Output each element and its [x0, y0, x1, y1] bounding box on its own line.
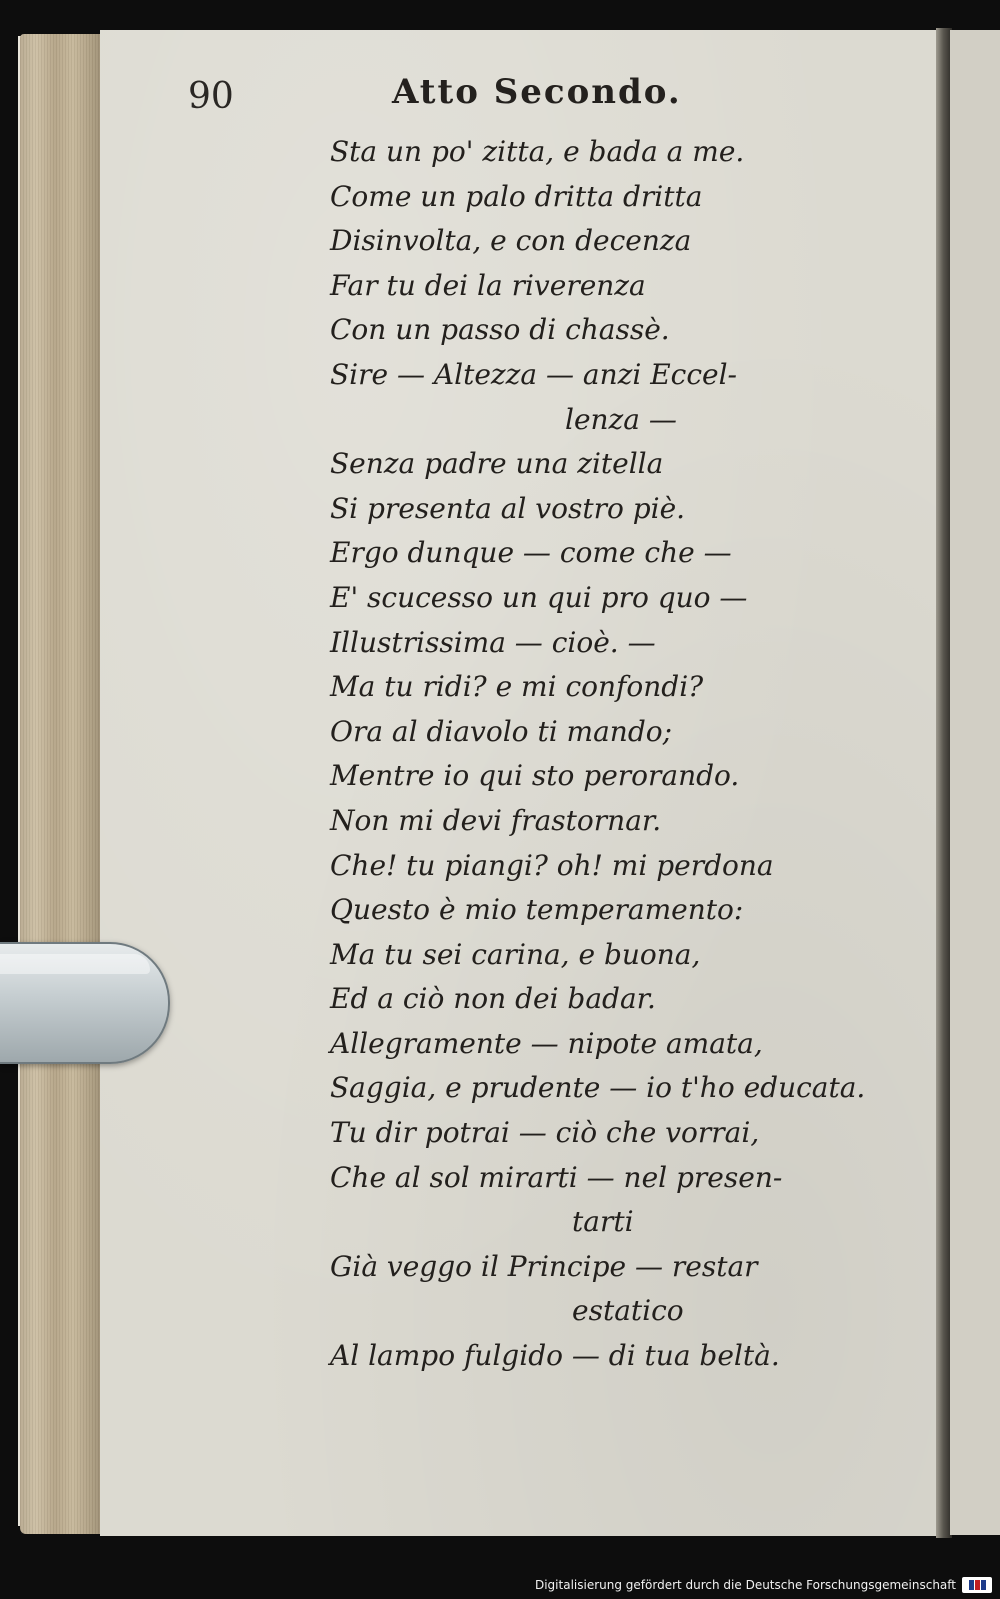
verse-line: Al lampo fulgido — di tua beltà.	[330, 1339, 780, 1373]
funding-credit: Digitalisierung gefördert durch die Deutsche Forschungsgemeinschaft	[534, 1578, 956, 1592]
verse-line: Che al sol mirarti — nel presen-	[330, 1160, 783, 1194]
dfg-logo-icon	[962, 1577, 992, 1593]
verse-line: Non mi devi frastornar.	[330, 803, 662, 837]
running-head: Atto Secondo.	[392, 72, 682, 112]
verse-line: Già veggo il Principe — restar	[330, 1249, 758, 1283]
digitization-footer	[535, 1575, 992, 1595]
verse-line-continuation: lenza —	[565, 402, 677, 436]
verse-line: Tu dir potrai — ciò che vorrai,	[330, 1116, 760, 1150]
verse-line: Ora al diavolo ti mando;	[330, 714, 673, 748]
verse-text	[330, 130, 910, 1379]
verse-line: Illustrissima — cioè. —	[330, 625, 656, 659]
verse-line: Sta un po' zitta, e bada a me.	[330, 135, 745, 168]
verse-line: Ma tu sei carina, e buona,	[330, 937, 701, 971]
page-number: 90	[188, 76, 234, 117]
verse-line: Come un palo dritta dritta	[330, 179, 703, 213]
verse-line: Ma tu ridi? e mi confondi?	[330, 670, 704, 704]
verse-line: Allegramente — nipote amata,	[330, 1026, 763, 1060]
verse-line: Con un passo di chassè.	[330, 313, 670, 347]
verse-line: Questo è mio temperamento:	[330, 893, 744, 927]
verse-line: Che! tu piangi? oh! mi perdona	[330, 848, 774, 882]
verse-line: Saggia, e prudente — io t'ho educata.	[330, 1071, 866, 1105]
verse-line-continuation: tarti	[572, 1205, 634, 1239]
verse-line: Mentre io qui sto perorando.	[330, 759, 740, 793]
page-stack-edges	[20, 34, 108, 1534]
verse-line: Sire — Altezza — anzi Eccel-	[330, 357, 738, 391]
verse-line-continuation: estatico	[572, 1294, 684, 1328]
facing-page-edge	[950, 30, 1000, 1535]
verse-line: Ergo dunque — come che —	[330, 536, 732, 570]
page-holder-clip	[0, 942, 170, 1064]
verse-line: Ed a ciò non dei badar.	[330, 982, 656, 1016]
verse-line: Si presenta al vostro piè.	[330, 491, 686, 525]
verse-line: Far tu dei la riverenza	[330, 268, 646, 302]
verse-line: Senza padre una zitella	[330, 447, 664, 481]
verse-line: Disinvolta, e con decenza	[330, 224, 692, 258]
verse-line: E' scucesso un qui pro quo —	[330, 580, 748, 614]
